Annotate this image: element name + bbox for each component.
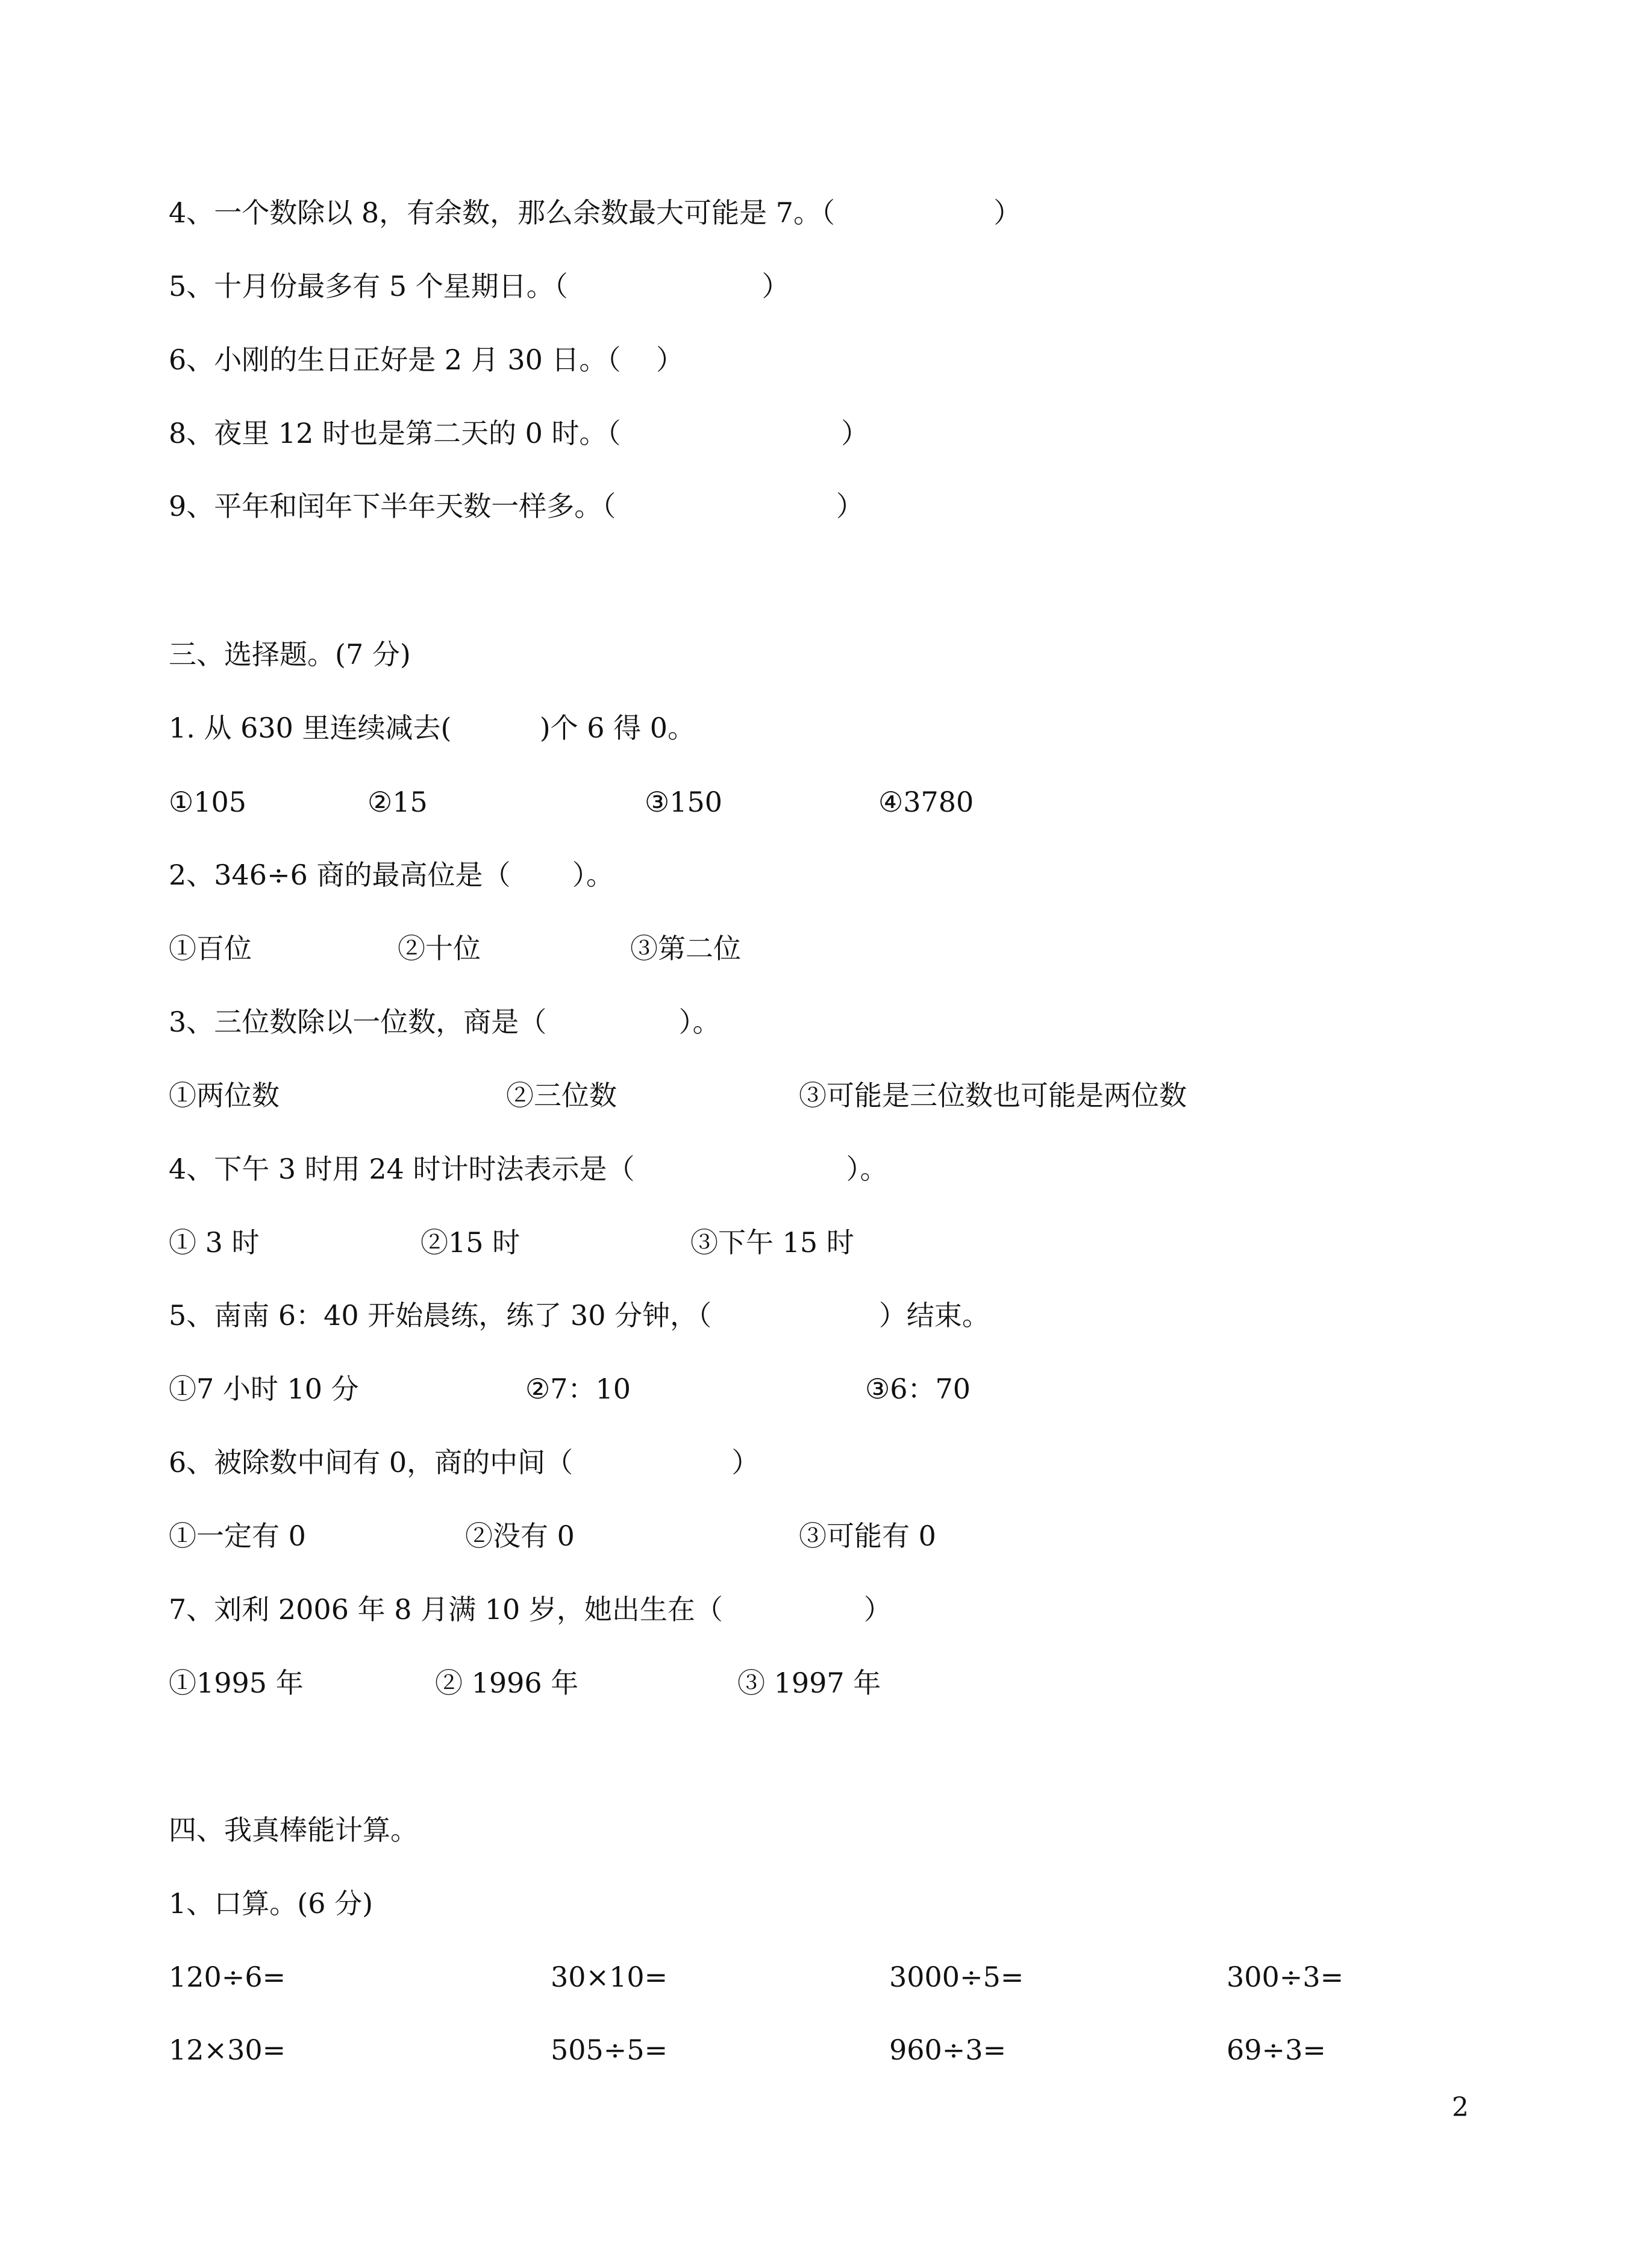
choice-q3-stem: 3、三位数除以一位数，商是（ ）。 <box>169 1006 721 1038</box>
judge-item-9: 9、平年和闰年下半年天数一样多。（ ） <box>169 490 864 522</box>
choice-q1-option-1: ①105 <box>169 786 247 818</box>
choice-q6-option-1: ①一定有 0 <box>169 1520 306 1552</box>
choice-q7-stem: 7、刘利 2006 年 8 月满 10 岁，她出生在（ ） <box>169 1593 892 1626</box>
choice-q4-stem: 4、下午 3 时用 24 时计时法表示是（ ）。 <box>169 1153 888 1185</box>
choice-q4-option-2: ②15 时 <box>420 1226 521 1259</box>
calc-r2-c2: 505÷5= <box>551 2034 668 2066</box>
page-number: 2 <box>1452 2092 1469 2123</box>
choice-q6-stem: 6、被除数中间有 0，商的中间（ ） <box>169 1446 760 1479</box>
choice-q2-option-2: ②十位 <box>398 932 481 965</box>
calc-r2-c3: 960÷3= <box>889 2034 1007 2066</box>
choice-q3-option-2: ②三位数 <box>506 1079 617 1112</box>
choice-q5-option-1: ①7 小时 10 分 <box>169 1373 359 1405</box>
choice-q3-option-3: ③可能是三位数也可能是两位数 <box>799 1079 1187 1112</box>
choice-q5-option-2: ②7：10 <box>525 1373 631 1405</box>
choice-q1-option-3: ③150 <box>645 786 723 818</box>
judge-item-5: 5、十月份最多有 5 个星期日。（ ） <box>169 270 790 302</box>
calc-r1-c1: 120÷6= <box>169 1961 286 1993</box>
choice-q7-option-3: ③ 1997 年 <box>737 1667 881 1699</box>
judge-item-6: 6、小刚的生日正好是 2 月 30 日。（ ） <box>169 343 684 376</box>
choice-q7-option-2: ② 1996 年 <box>435 1667 579 1699</box>
judge-item-8: 8、夜里 12 时也是第二天的 0 时。（ ） <box>169 417 869 450</box>
choice-q1-option-4: ④3780 <box>878 786 974 818</box>
calc-r1-c2: 30×10= <box>551 1961 668 1993</box>
judge-item-4: 4、一个数除以 8，有余数，那么余数最大可能是 7。（ ） <box>169 196 1022 229</box>
section3-title: 三、选择题。(7 分) <box>169 638 411 671</box>
calc-r1-c3: 3000÷5= <box>889 1961 1024 1993</box>
choice-q2-stem: 2、346÷6 商的最高位是（ ）。 <box>169 859 614 891</box>
choice-q4-option-1: ① 3 时 <box>169 1226 260 1259</box>
choice-q6-option-3: ③可能有 0 <box>799 1520 936 1552</box>
choice-q5-stem: 5、南南 6：40 开始晨练，练了 30 分钟，（ ）结束。 <box>169 1299 990 1332</box>
choice-q3-option-1: ①两位数 <box>169 1079 280 1112</box>
choice-q4-option-3: ③下午 15 时 <box>690 1226 854 1259</box>
choice-q2-option-3: ③第二位 <box>630 932 741 965</box>
choice-q5-option-3: ③6：70 <box>865 1373 971 1405</box>
choice-q1-stem: 1. 从 630 里连续减去( )个 6 得 0。 <box>169 712 696 744</box>
section4-title: 四、我真棒能计算。 <box>169 1814 418 1846</box>
choice-q7-option-1: ①1995 年 <box>169 1667 304 1699</box>
choice-q1-option-2: ②15 <box>367 786 428 818</box>
section4-subtitle: 1、口算。(6 分) <box>169 1887 374 1920</box>
calc-r1-c4: 300÷3= <box>1227 1961 1344 1993</box>
calc-r2-c1: 12×30= <box>169 2034 286 2066</box>
choice-q6-option-2: ②没有 0 <box>465 1520 575 1552</box>
calc-r2-c4: 69÷3= <box>1227 2034 1326 2066</box>
choice-q2-option-1: ①百位 <box>169 932 252 965</box>
